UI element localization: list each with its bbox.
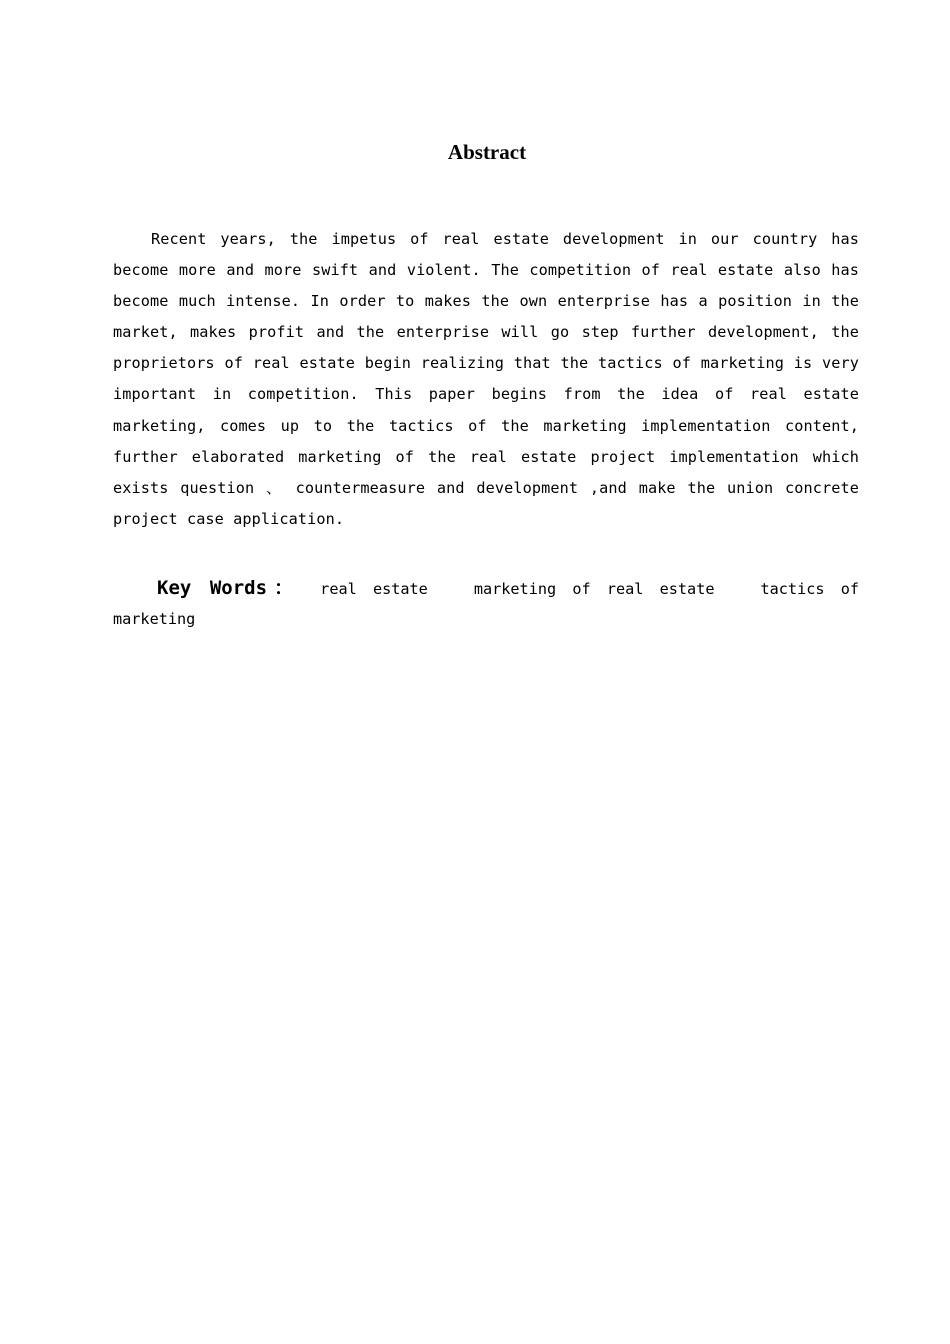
page-title: Abstract: [447, 140, 527, 164]
keyword-item: marketing of real estate: [473, 580, 715, 598]
keywords-label: Key Words：: [157, 577, 301, 599]
keywords-line: [113, 573, 859, 634]
keyword-item: real estate: [320, 580, 428, 598]
keyword-item: tactics of marketing: [113, 580, 860, 628]
abstract-paragraph: Recent years, the impetus of real estate development in our country has become more and more swift and violent. The competition of real estate also has become much intense. In order to makes the own enterprise has a position in the market, makes profit and the enterprise will go step further development, the proprietors of real estate begin realizing that the tactics of marketing is very important in competition. This paper begins from the idea of real estate marketing, comes up to the tactics of the marketing implementation content, further elaborated marketing of the real estate project implementation which exists question 、 countermeasure and development ,and make the union concrete project case application.: [113, 230, 859, 528]
